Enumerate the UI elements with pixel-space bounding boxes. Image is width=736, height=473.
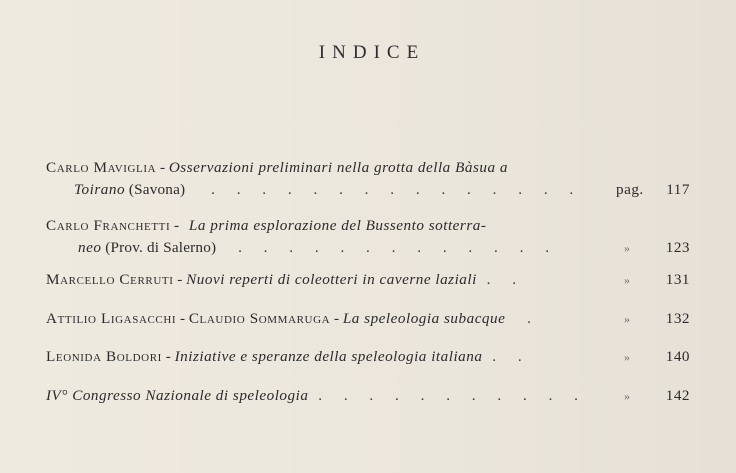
entry-title: La prima esplorazione del Bussento sotterra- xyxy=(188,217,487,234)
index-entry xyxy=(46,308,696,330)
entry-line xyxy=(46,157,696,179)
leader-dots: . . . . . . . . . . . . . xyxy=(238,239,558,256)
entry-title-continued: Toirano xyxy=(74,181,126,198)
entry-separator: - xyxy=(333,310,340,327)
page-label: pag. xyxy=(616,181,644,198)
leader-dots: . . xyxy=(492,348,531,365)
entry-line xyxy=(46,215,696,237)
entry-extra: (Prov. di Salerno) xyxy=(105,239,217,256)
ditto-mark: » xyxy=(624,389,630,403)
index-entry xyxy=(46,269,696,291)
index-entry xyxy=(46,346,696,368)
entry-line xyxy=(46,179,696,201)
entry-title: Iniziative e speranze della speleologia italiana xyxy=(174,348,483,365)
index-entry xyxy=(46,157,696,201)
ditto-mark: » xyxy=(624,241,630,255)
entry-line xyxy=(46,269,696,291)
page-number: 132 xyxy=(665,310,690,327)
entry-author: Claudio Sommaruga xyxy=(188,310,331,327)
index-entry xyxy=(46,385,696,407)
entry-separator: - xyxy=(177,271,183,288)
entry-title: IV° Congresso Nazionale di speleologia xyxy=(46,387,309,404)
entry-line xyxy=(46,237,696,259)
entry-author: Carlo Franchetti xyxy=(46,217,171,234)
entry-title-continued: neo xyxy=(78,239,102,256)
entry-separator: - xyxy=(179,310,186,327)
ditto-mark: » xyxy=(624,350,630,364)
entry-title: Osservazioni preliminari nella grotta della Bàsua a xyxy=(168,159,508,176)
leader-dots: . . . . . . . . . . . . . . . xyxy=(211,181,583,198)
entry-separator: - xyxy=(174,217,180,234)
leader-dots: . . xyxy=(486,271,526,288)
leader-dots: . xyxy=(527,310,540,327)
ditto-mark: » xyxy=(624,273,630,287)
ditto-mark: » xyxy=(624,312,630,326)
entry-author: Carlo Maviglia xyxy=(46,159,157,176)
entry-line xyxy=(46,385,696,407)
page-number: 123 xyxy=(665,239,690,256)
entry-extra: (Savona) xyxy=(128,181,186,198)
entry-separator: - xyxy=(165,348,171,365)
entry-separator: - xyxy=(159,159,166,176)
index-entry xyxy=(46,215,696,259)
leader-dots: . . . . . . . . . . . xyxy=(318,387,587,404)
entry-author: Leonida Boldori xyxy=(46,348,162,365)
entry-line xyxy=(46,346,696,368)
page-number: 142 xyxy=(665,387,690,404)
page-number: 117 xyxy=(666,181,690,198)
entry-line xyxy=(46,308,696,330)
page-title: INDICE xyxy=(318,42,426,63)
entry-title: Nuovi reperti di coleotteri in caverne laziali xyxy=(186,271,477,288)
page-number: 131 xyxy=(665,271,690,288)
entry-author: Marcello Cerruti xyxy=(46,271,174,288)
page-number: 140 xyxy=(665,348,690,365)
entry-title: La speleologia subacque xyxy=(342,310,506,327)
entry-author: Attilio Ligasacchi xyxy=(46,310,177,327)
